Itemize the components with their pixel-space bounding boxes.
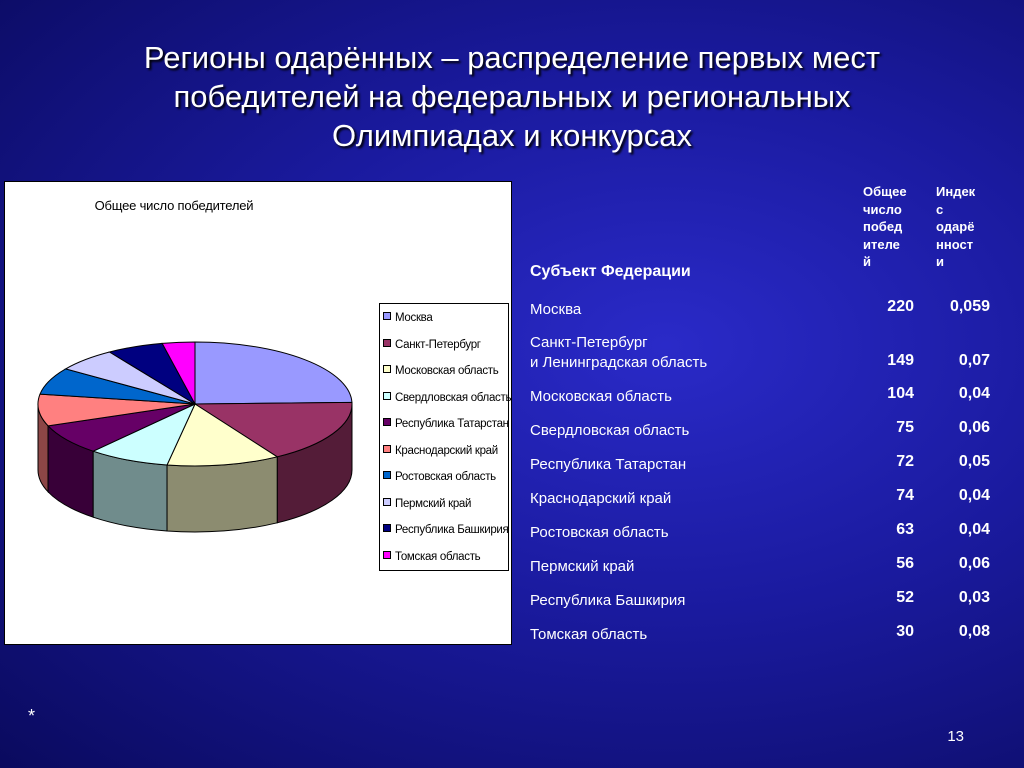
- table-cell-total: 104: [887, 385, 914, 402]
- table-cell-total: 56: [896, 555, 914, 572]
- legend-swatch: [383, 418, 391, 426]
- table-row-name: [530, 489, 671, 509]
- header-total-line: побед: [863, 219, 903, 234]
- header-total-line: ителе: [863, 236, 900, 252]
- header-total-line: й: [863, 254, 871, 269]
- table-row-name-line: Московская область: [530, 388, 672, 405]
- legend-swatch: [383, 339, 391, 347]
- table-row-name: [530, 421, 689, 441]
- legend-item: [383, 471, 496, 485]
- footnote-mark: *: [28, 706, 36, 726]
- data-table: [520, 178, 1000, 658]
- table-cell-total: 75: [896, 419, 914, 436]
- legend-item: [383, 498, 471, 512]
- table-row-name-line: и Ленинградская область: [530, 354, 708, 371]
- legend-item: [383, 418, 509, 432]
- table-cell-index: 0,04: [958, 521, 990, 538]
- chart-title: Общее число победителей: [94, 198, 254, 213]
- legend-item: [383, 339, 481, 353]
- header-index-line: Индек: [936, 184, 976, 199]
- table-cell-index: 0,08: [958, 623, 990, 640]
- table-row-name-line: Краснодарский край: [530, 490, 672, 507]
- slide-title-line-1: Регионы одарённых – распределение первых мест: [143, 40, 881, 75]
- table-row-name-line: Свердловская область: [530, 422, 690, 439]
- table-row-name-line: Республика Татарстан: [530, 456, 687, 473]
- legend-item: [383, 524, 508, 538]
- header-subject: Субъект Федерации: [530, 263, 691, 280]
- table-row-name: [530, 300, 581, 320]
- legend-swatch: [383, 498, 391, 506]
- header-giftedness-index: [936, 183, 975, 271]
- legend-item: [383, 312, 432, 326]
- table-cell-total: 149: [887, 352, 914, 369]
- table-cell-index: 0,06: [958, 419, 990, 436]
- table-row-name: [530, 333, 707, 373]
- table-row-name-line: Ростовская область: [530, 524, 669, 541]
- slide-title: [60, 38, 964, 155]
- table-row-name: [530, 455, 686, 475]
- header-total-line: число: [863, 201, 902, 217]
- table-cell-index: 0,07: [958, 352, 990, 369]
- legend-swatch: [383, 445, 391, 453]
- legend-label: Ростовская область: [395, 471, 496, 483]
- slide-title-line-3: Олимпиадах и конкурсах: [331, 118, 692, 153]
- table-row-name-line: Республика Башкирия: [530, 592, 686, 609]
- table-row-name: [530, 523, 669, 543]
- table-cell-index: 0,06: [958, 555, 990, 572]
- legend-swatch: [383, 524, 391, 532]
- page-number: 13: [947, 728, 964, 745]
- legend-label: Краснодарский край: [395, 444, 498, 457]
- legend-label: Республика Татарстан: [395, 418, 509, 430]
- legend-label: Московская область: [395, 365, 499, 377]
- slide-title-line-2: победителей на федеральных и региональных: [173, 79, 851, 114]
- pie-chart: [4, 181, 512, 645]
- legend-swatch: [383, 471, 391, 479]
- table-cell-total: 30: [896, 623, 914, 640]
- legend-swatch: [383, 392, 391, 400]
- legend-label: Свердловская область: [395, 391, 512, 404]
- table-cell-total: 72: [896, 453, 914, 470]
- table-cell-index: 0,059: [949, 298, 990, 315]
- table-row-name-line: Пермский край: [530, 558, 635, 575]
- table-row-name-line: Москва: [530, 301, 582, 318]
- table-cell-total: 74: [896, 487, 914, 504]
- table-row-name: [530, 591, 685, 611]
- table-row-name: [530, 387, 672, 407]
- table-cell-index: 0,04: [958, 385, 990, 402]
- legend-swatch: [383, 312, 391, 320]
- table-cell-index: 0,04: [958, 487, 990, 504]
- legend-swatch: [383, 551, 391, 559]
- pie-slice-side: [167, 457, 277, 532]
- pie-slice: [195, 342, 352, 404]
- table-cell-index: 0,03: [958, 589, 990, 606]
- legend-swatch: [383, 365, 391, 373]
- table-row-name: [530, 625, 647, 645]
- legend-item: [383, 445, 498, 459]
- legend-label: Томская область: [395, 550, 481, 563]
- legend-item: [383, 551, 480, 565]
- header-total-line: Общее: [863, 184, 907, 199]
- legend-item: [383, 392, 511, 406]
- legend-label: Санкт-Петербург: [395, 338, 481, 351]
- legend-label: Москва: [395, 312, 433, 324]
- header-index-line: и: [936, 254, 944, 269]
- legend-label: Республика Башкирия: [395, 524, 509, 536]
- table-cell-total: 220: [887, 298, 914, 315]
- table-cell-total: 52: [896, 589, 914, 606]
- header-index-line: нност: [936, 236, 974, 252]
- table-row-name: [530, 557, 634, 577]
- legend-item: [383, 365, 498, 379]
- legend-label: Пермский край: [395, 497, 472, 510]
- table-cell-index: 0,05: [958, 453, 990, 470]
- header-index-line: с: [936, 201, 944, 217]
- header-total-winners: [863, 183, 907, 271]
- table-cell-total: 63: [896, 521, 914, 538]
- table-row-name-line: Санкт-Петербург: [530, 334, 648, 351]
- table-row-name-line: Томская область: [530, 626, 648, 643]
- chart-legend: [379, 303, 512, 571]
- header-index-line: одарё: [936, 219, 975, 234]
